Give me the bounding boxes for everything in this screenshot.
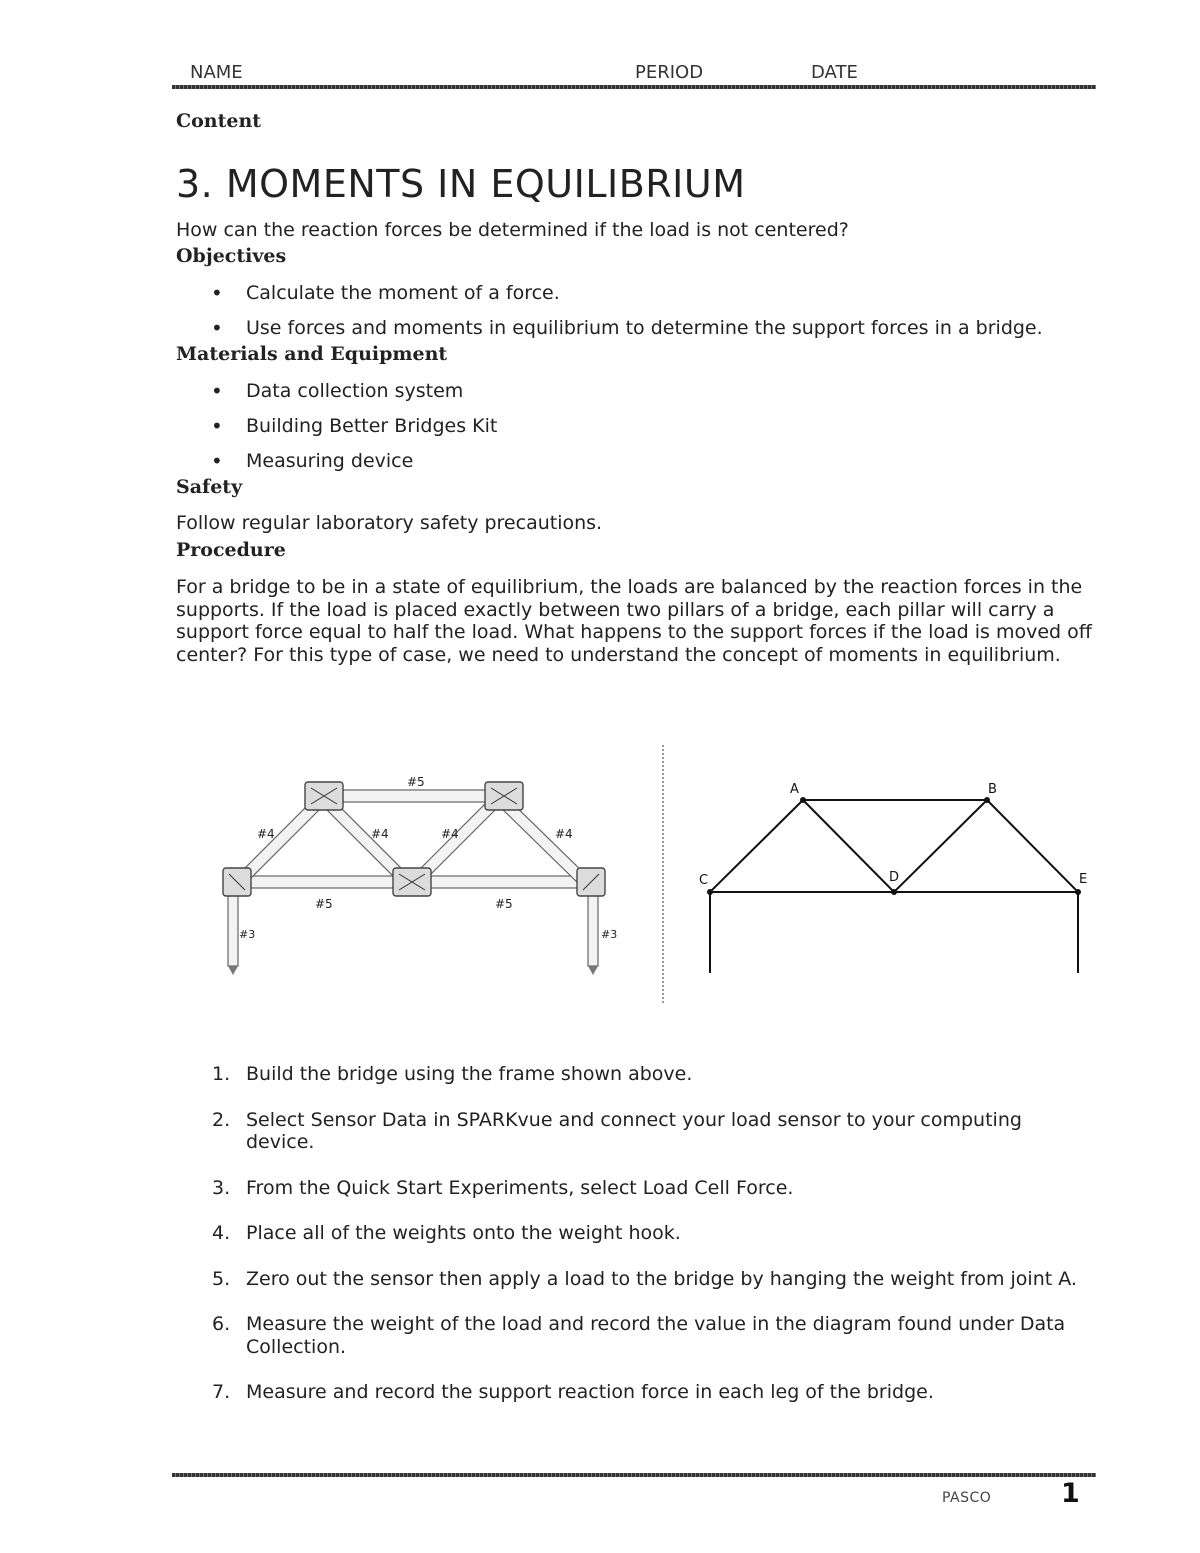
label-top-5: #5: [407, 775, 425, 789]
label-diag-4b: #4: [371, 827, 389, 841]
member-ca: [710, 800, 803, 892]
list-item: • Building Better Bridges Kit: [176, 414, 497, 449]
guiding-question: How can the reaction forces be determined if the load is not centered?: [176, 219, 849, 241]
list-item: • Data collection system: [176, 379, 497, 414]
joint-label-e: E: [1079, 872, 1088, 887]
truss-diagram: [695, 775, 1095, 980]
step-item: [176, 1313, 1096, 1358]
step-number: 3.: [212, 1176, 231, 1199]
label-diag-4d: #4: [555, 827, 573, 841]
joint-e: [1075, 889, 1081, 895]
label-diag-4c: #4: [441, 827, 459, 841]
step-number: 2.: [212, 1108, 231, 1131]
date-label: DATE: [811, 62, 858, 83]
safety-text: Follow regular laboratory safety precautions.: [176, 512, 603, 534]
step-text: Select Sensor Data in SPARKvue and connect your load sensor to your computing device.: [246, 1108, 1022, 1153]
header-rule: [172, 85, 1096, 89]
joint-c: [707, 889, 713, 895]
top-member: [317, 790, 513, 802]
procedure-intro: For a bridge to be in a state of equilibrium, the loads are balanced by the reaction forces in the supports. If the load is placed exactly between two pillars of a bridge, each pillar will carry a support force equal to half the load. What happens to the support forces if the load is moved off center? For this type of case, we need to understand the concept of moments in equilibrium.: [176, 576, 1092, 666]
list-item: • Calculate the moment of a force.: [176, 281, 1043, 316]
leg-left: [228, 888, 238, 966]
joint-label-d: D: [889, 870, 900, 885]
leg-left-tip: [228, 966, 238, 975]
safety-heading: Safety: [176, 476, 243, 498]
bridge-kit-figure: [215, 770, 625, 980]
period-label: PERIOD: [635, 62, 704, 83]
joint-b: [984, 797, 990, 803]
label-diag-4a: #4: [257, 827, 275, 841]
label-leg-3b: #3: [601, 928, 618, 941]
page-number: 1: [1061, 1478, 1080, 1509]
leg-right-tip: [588, 966, 598, 975]
step-text: Measure and record the support reaction force in each leg of the bridge.: [246, 1381, 934, 1403]
figure-divider: [662, 745, 664, 1003]
joint-label-c: C: [699, 873, 709, 888]
procedure-heading: Procedure: [176, 539, 286, 561]
procedure-steps: [176, 1063, 1096, 1427]
step-text: Place all of the weights onto the weight hook.: [246, 1222, 681, 1244]
step-text: From the Quick Start Experiments, select Load Cell Force.: [246, 1176, 794, 1199]
joint-d: [891, 889, 897, 895]
materials-heading: Materials and Equipment: [176, 343, 448, 365]
joint-a: [800, 797, 806, 803]
step-item: [176, 1109, 1096, 1154]
member-db: [894, 800, 987, 892]
step-item: [176, 1222, 1096, 1245]
step-number: 7.: [212, 1381, 231, 1403]
footer-rule: [172, 1473, 1096, 1477]
step-number: 6.: [212, 1313, 231, 1335]
step-number: 5.: [212, 1267, 231, 1290]
list-item: • Measuring device: [176, 449, 497, 484]
materials-list: [176, 379, 497, 484]
objectives-list: [176, 281, 1043, 351]
step-item: [176, 1268, 1096, 1291]
step-item: [176, 1177, 1096, 1200]
footer-brand: PASCO: [942, 1490, 992, 1506]
content-label: Content: [176, 110, 262, 132]
page-title: 3. MOMENTS IN EQUILIBRIUM: [176, 162, 746, 206]
step-item: [176, 1063, 1096, 1086]
label-leg-3a: #3: [239, 928, 256, 941]
joint-label-a: A: [790, 782, 799, 797]
bottom-member-right: [421, 876, 597, 888]
member-be: [987, 800, 1078, 892]
label-bottom-5b: #5: [495, 897, 513, 911]
objectives-heading: Objectives: [176, 245, 287, 267]
bottom-member-left: [235, 876, 411, 888]
joint-label-b: B: [988, 782, 997, 797]
leg-right: [588, 888, 598, 966]
label-bottom-5a: #5: [315, 897, 333, 911]
step-text: Measure the weight of the load and record the value in the diagram found under Data Collection.: [246, 1313, 1066, 1358]
step-text: Zero out the sensor then apply a load to the bridge by hanging the weight from joint A.: [246, 1267, 1077, 1290]
list-item: • Use forces and moments in equilibrium to determine the support forces in a bridge.: [176, 316, 1043, 351]
step-text: Build the bridge using the frame shown above.: [246, 1063, 693, 1085]
member-ad: [803, 800, 894, 892]
step-number: 1.: [212, 1063, 231, 1085]
name-label: NAME: [190, 62, 243, 83]
step-item: [176, 1381, 1096, 1404]
step-number: 4.: [212, 1222, 231, 1244]
